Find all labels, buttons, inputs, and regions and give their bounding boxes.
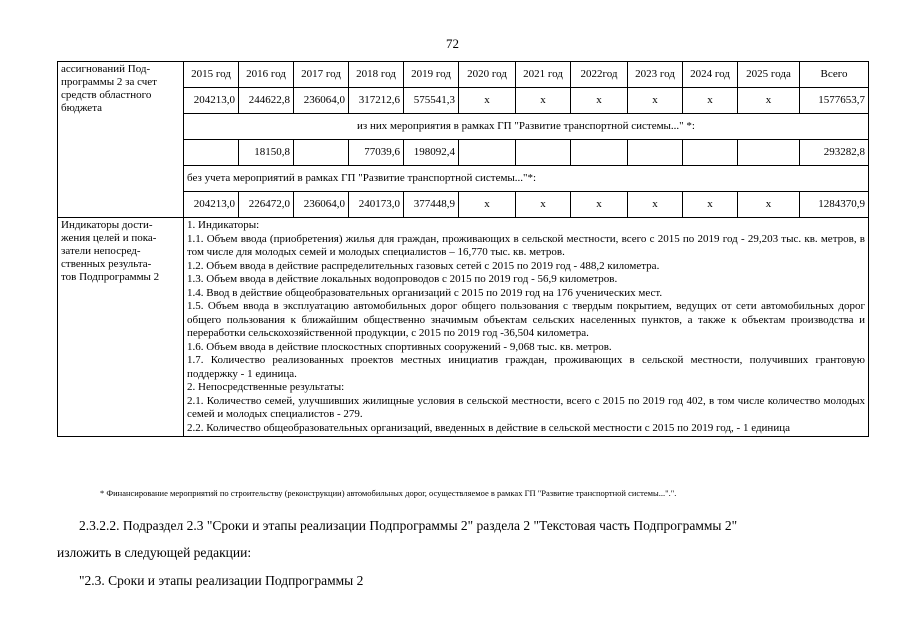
table-cell: 244622,8 — [239, 88, 294, 114]
table-cell: х — [628, 88, 683, 114]
table-cell — [571, 140, 628, 166]
year-header: 2021 год — [516, 62, 571, 88]
paragraph-subsection-title: 2.3.2.2. Подраздел 2.3 "Сроки и этапы реализации Подпрограммы 2" раздела 2 "Текстовая часть Подпрограммы 2" — [79, 518, 738, 533]
indicators-label-line: ственных результа- — [61, 258, 152, 270]
table-cell: 226472,0 — [239, 192, 294, 218]
funding-label-line: бюджета — [61, 102, 103, 114]
indicator-item: 1.6. Объем ввода в действие плоскостных спортивных сооружений - 9,068 тыс. кв. метров. — [187, 340, 612, 353]
table-cell — [516, 140, 571, 166]
table-cell — [459, 140, 516, 166]
table-cell-total: 1284370,9 — [800, 192, 869, 218]
indicators-cell — [184, 218, 869, 437]
year-header: 2018 год — [349, 62, 404, 88]
table-cell: 198092,4 — [404, 140, 459, 166]
indicator-item: 1.5. Объем ввода в эксплуатацию автомобильных дорог общего пользования с твердым покрытием, ведущих от сети автомобильных дорог общего пользования к ближайшим общественно значимым объектам сельских населенных пунктов, а также к объектам производства и переработки сельскохозяйственной продукции, с 2015 по 2019 год -36,504 километра. — [187, 300, 865, 339]
table-cell: х — [683, 88, 738, 114]
indicator-item: 2.1. Количество семей, улучшивших жилищные условия в сельской местности, всего с 2015 по 2019 год 402, в том числе количество молодых семей и молодых специалистов - 279. — [187, 394, 865, 420]
indicators-label-line: тов Подпрограммы 2 — [61, 271, 160, 283]
table-cell — [294, 140, 349, 166]
table-cell: 77039,6 — [349, 140, 404, 166]
indicators-label-line: затели непосред- — [61, 245, 141, 257]
indicator-item: 1.7. Количество реализованных проектов местных инициатив граждан, проживающих в сельской местности, получивших грантовую поддержку - 1 единица. — [187, 354, 865, 380]
table-cell: 575541,3 — [404, 88, 459, 114]
year-header: 2015 год — [184, 62, 239, 88]
table-cell — [683, 140, 738, 166]
without-gp-title: без учета мероприятий в рамках ГП "Развитие транспортной системы..."*: — [184, 166, 869, 192]
table-cell: х — [459, 192, 516, 218]
indicator-item: 1.1. Объем ввода (приобретения) жилья для граждан, проживающих в сельской местности, всего с 2015 по 2019 год - 29,203 тыс. кв. метров, в том числе для молодых семей и молодых специалистов – 16,770 тыс. кв. метров. — [187, 232, 865, 258]
table-cell-total: 1577653,7 — [800, 88, 869, 114]
indicators-label-cell — [58, 218, 184, 437]
paragraph-section-heading: "2.3. Сроки и этапы реализации Подпрограммы 2 — [79, 573, 364, 588]
table-cell: х — [738, 192, 800, 218]
table-cell: 236064,0 — [294, 192, 349, 218]
indicator-item: 1.3. Объем ввода в действие локальных водопроводов с 2015 по 2019 год - 56,9 километров. — [187, 273, 618, 285]
table-cell: х — [738, 88, 800, 114]
table-cell — [184, 140, 239, 166]
year-header: 2024 год — [683, 62, 738, 88]
table-cell: 377448,9 — [404, 192, 459, 218]
indicators-row — [58, 218, 869, 437]
table-cell: 18150,8 — [239, 140, 294, 166]
funding-label-line: ассигнований Под- — [61, 63, 151, 75]
budget-table — [57, 61, 869, 437]
table-cell: х — [571, 88, 628, 114]
table-cell: х — [516, 192, 571, 218]
funding-label-line: программы 2 за счет — [61, 76, 157, 88]
funding-label-cell — [58, 62, 184, 218]
year-header: 2016 год — [239, 62, 294, 88]
indicator-item: 2. Непосредственные результаты: — [187, 381, 345, 393]
indicators-label-line: жения целей и пока- — [61, 232, 157, 244]
table-cell: х — [516, 88, 571, 114]
table-cell: 236064,0 — [294, 88, 349, 114]
table-cell: х — [571, 192, 628, 218]
paragraph-edit-instruction: изложить в следующей редакции: — [57, 545, 252, 560]
page-number: 72 — [446, 36, 459, 51]
table-cell: 204213,0 — [184, 192, 239, 218]
year-header: 2020 год — [459, 62, 516, 88]
table-cell: х — [683, 192, 738, 218]
table-cell: 317212,6 — [349, 88, 404, 114]
gp-title: из них мероприятия в рамках ГП "Развитие транспортной системы..." *: — [184, 114, 869, 140]
indicator-item: 2.2. Количество общеобразовательных организаций, введенных в действие в сельской местности с 2015 по 2019 год, - 1 единица — [187, 421, 790, 434]
years-header-row — [58, 62, 869, 88]
indicator-item: 1.4. Ввод в действие общеобразовательных организаций с 2015 по 2019 год на 176 ученических мест. — [187, 286, 663, 299]
year-header: 2022год — [571, 62, 628, 88]
table-cell — [628, 140, 683, 166]
table-cell: 240173,0 — [349, 192, 404, 218]
year-header: 2017 год — [294, 62, 349, 88]
table-cell — [738, 140, 800, 166]
total-header: Всего — [800, 62, 869, 88]
year-header: 2019 год — [404, 62, 459, 88]
table-cell: х — [628, 192, 683, 218]
indicator-item: 1.2. Объем ввода в действие распределительных газовых сетей с 2015 по 2019 год - 488,2 километра. — [187, 259, 660, 272]
footnote: * Финансирование мероприятий по строительству (реконструкции) автомобильных дорог, осуществляемое в рамках ГП "Развитие транспортной системы...".". — [100, 488, 677, 498]
table-cell: х — [459, 88, 516, 114]
indicators-label-line: Индикаторы дости- — [61, 219, 153, 231]
funding-label-line: средств областного — [61, 89, 152, 101]
indicator-item: 1. Индикаторы: — [187, 219, 260, 231]
table-cell-total: 293282,8 — [800, 140, 869, 166]
table-cell: 204213,0 — [184, 88, 239, 114]
year-header: 2023 год — [628, 62, 683, 88]
year-header: 2025 года — [738, 62, 800, 88]
